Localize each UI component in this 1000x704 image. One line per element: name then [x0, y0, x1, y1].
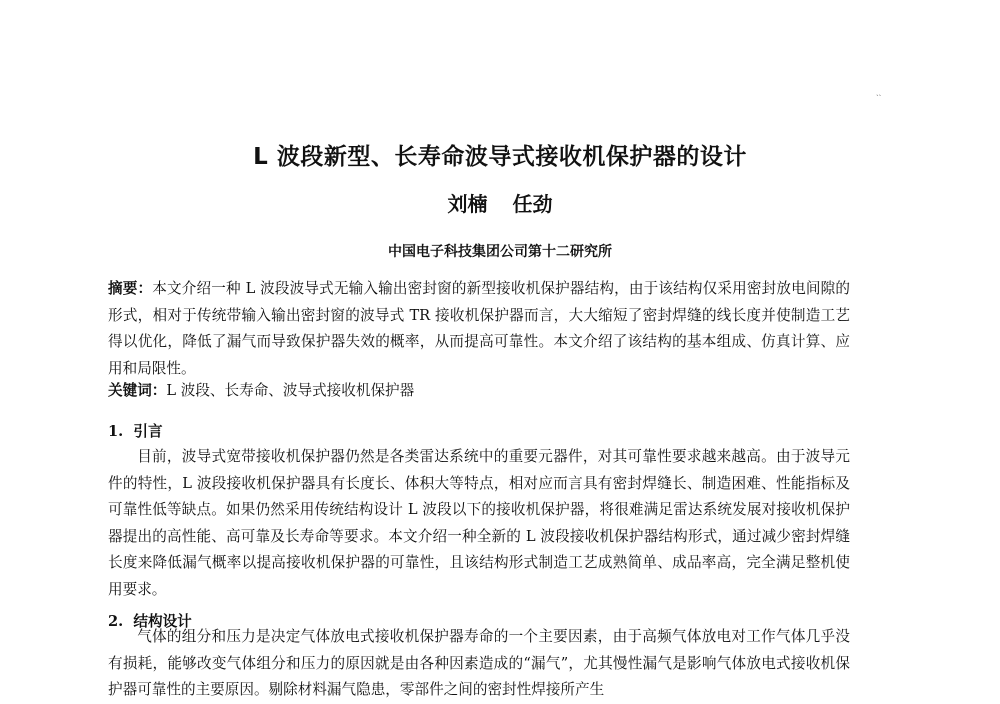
keywords-text: L 波段、长寿命、波导式接收机保护器: [166, 382, 415, 399]
keywords-paragraph: [108, 378, 850, 405]
abstract-text: 本文介绍一种 L 波段波导式无输入输出密封窗的新型接收机保护器结构，由于该结构仅采用密封放电间隙的形式，相对于传统带输入输出密封窗的波导式 TR 接收机保护器而言，大大缩短了密封焊缝的线长度并使制造工艺得以优化，降低了漏气而导致保护器失效的概率，从而提高可靠性。本文介绍了该结构的基本组成、仿真计算、应用和局限性。: [108, 280, 850, 377]
corner-mark: ˎˎ: [876, 87, 882, 96]
paper-title: L 波段新型、长寿命波导式接收机保护器的设计: [253, 144, 747, 170]
section-1-heading: 1. 引言: [108, 423, 163, 440]
section-2-heading: 2. 结构设计: [108, 613, 192, 630]
paper-authors: 刘楠 任劲: [447, 192, 553, 216]
paper-affiliation: 中国电子科技集团公司第十二研究所: [388, 244, 612, 260]
section-2-paragraph: 气体的组分和压力是决定气体放电式接收机保护器寿命的一个主要因素，由于高频气体放电对工作气体几乎没有损耗，能够改变气体组分和压力的原因就是由各种因素造成的“漏气”，尤其慢性漏气是影响气体放电式接收机保护器可靠性的主要原因。剔除材料漏气隐患，零部件之间的密封性焊接所产生: [108, 628, 850, 699]
abstract-paragraph: [108, 276, 850, 382]
abstract-label: 摘要：: [108, 280, 153, 297]
keywords-label: 关键词：: [108, 382, 167, 399]
section-1-paragraph: 目前，波导式宽带接收机保护器仍然是各类雷达系统中的重要元器件，对其可靠性要求越来越高。由于波导元件的特性，L 波段接收机保护器具有长度长、体积大等特点，相对应而言具有密封焊缝长、制造困难、性能指标及可靠性低等缺点。如果仍然采用传统结构设计 L 波段以下的接收机保护器，将很难满足雷达系统发展对接收机保护器提出的高性能、高可靠及长寿命等要求。本文介绍一种全新的 L 波段接收机保护器结构形式，通过减少密封焊缝长度来降低漏气概率以提高接收机保护器的可靠性，且该结构形式制造工艺成熟简单、成品率高，完全满足整机使用要求。: [108, 448, 850, 598]
